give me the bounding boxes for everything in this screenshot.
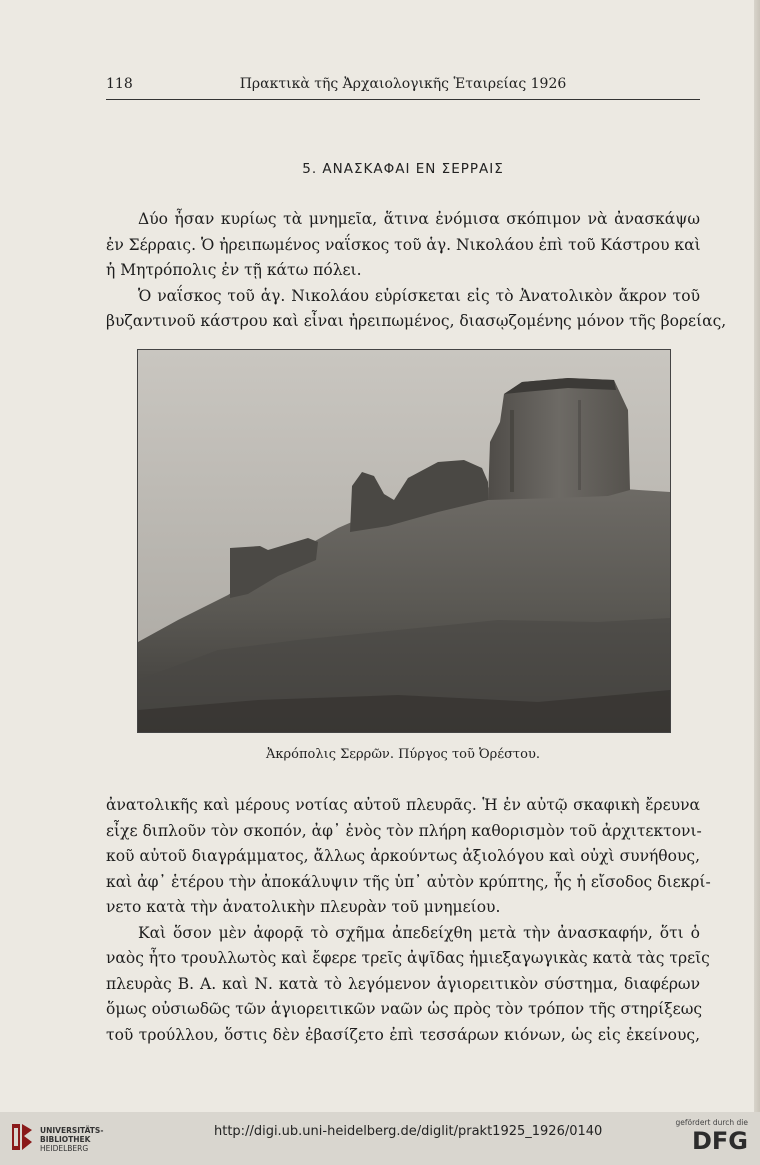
figure-caption: Ἀκρόπολις Σερρῶν. Πύργος τοῦ Ὀρέστου. (266, 747, 540, 762)
text-line: ἐν Σέρραις. Ὁ ἠρειπωμένος ναΐσκος τοῦ ἁγ. Νικολάου ἐπὶ τοῦ Κάστρου καὶ (106, 235, 701, 254)
text-line: ναὸς ἦτο τρουλλωτὸς καὶ ἔφερε τρεῖς ἀψῖδας ἡμιεξαγωγικὰς κατὰ τὰς τρεῖς (106, 949, 710, 967)
text-line: τοῦ τρούλλου, ὅστις δὲν ἐβασίζετο ἐπὶ τεσσάρων κιόνων, ὡς εἰς ἐκείνους, (106, 1025, 700, 1044)
text-line: Καὶ ὅσον μὲν ἀφορᾷ τὸ σχῆμα ἀπεδείχθη μετὰ τὴν ἀνασκαφήν, ὅτι ὁ (138, 923, 700, 942)
header-rule (106, 99, 700, 100)
page-number: 118 (106, 76, 133, 92)
text-line: Ὁ ναΐσκος τοῦ ἁγ. Νικολάου εὑρίσκεται εἰς τὸ Ἀνατολικὸν ἄκρον τοῦ (138, 286, 700, 305)
text-line: ὅμως οὐσιωδῶς τῶν ἁγιορειτικῶν ναῶν ὡς πρὸς τὸν τρόπον τῆς στηρίξεως (106, 1000, 703, 1018)
photo-illustration (138, 350, 670, 732)
text-line: βυζαντινοῦ κάστρου καὶ εἶναι ἠρειπωμένος, διασῳζομένης μόνον τῆς βορείας, (106, 312, 727, 330)
paragraph-2 (106, 793, 711, 1048)
text-line: ἀνατολικῆς καὶ μέρους νοτίας αὐτοῦ πλευρᾶς. Ἡ ἐν αὐτῷ σκαφικὴ ἔρευνα (106, 796, 700, 814)
text-line: ἡ Μητρόπολις ἐν τῇ κάτω πόλει. (106, 261, 362, 279)
running-title: Πρακτικὰ τῆς Ἀρχαιολογικῆς Ἑταιρείας 1926 (239, 76, 567, 92)
text-line: νετο κατὰ τὴν ἀνατολικὴν πλευρὰν τοῦ μνημείου. (106, 898, 501, 916)
text-line: Δύο ἦσαν κυρίως τὰ μνημεῖα, ἅτινα ἐνόμισα σκόπιμον νὰ ἀνασκάψω (138, 210, 700, 228)
library-name: UNIVERSITÄTS- BIBLIOTHEK HEIDELBERG (40, 1126, 104, 1153)
permalink-url[interactable]: http://digi.ub.uni-heidelberg.de/diglit/prakt1925_1926/0140 (214, 1124, 603, 1139)
viewer-footer (0, 1112, 760, 1165)
page-edge-shadow (754, 0, 760, 1112)
text-line: καὶ ἀφ᾽ ἑτέρου τὴν ἀποκάλυψιν τῆς ὑπ᾽ αὐτὸν κρύπτης, ἧς ἡ εἴσοδος διεκρί- (106, 872, 711, 891)
section-title: 5. ΑΝΑΣΚΑΦΑΙ ΕΝ ΣΕΡΡΑΙΣ (302, 161, 504, 177)
university-library-logo[interactable] (10, 1120, 120, 1156)
library-crest-icon (10, 1122, 34, 1152)
dfg-wordmark: DFG (691, 1127, 748, 1155)
text-line: κοῦ αὐτοῦ διαγράμματος, ἄλλως ἀρκούντως ἀξιολόγου καὶ οὐχὶ συνήθους, (106, 847, 700, 865)
text-line: πλευρὰς Β. Α. καὶ Ν. κατὰ τὸ λεγόμενον ἁγιορειτικὸν σύστημα, διαφέρων (106, 974, 700, 993)
paragraph-1 (106, 207, 727, 335)
running-head (106, 76, 700, 98)
funder-note: gefördert durch die (675, 1118, 748, 1127)
photo-acropolis-tower (137, 349, 671, 733)
text-line: εἶχε διπλοῦν τὸν σκοπόν, ἀφ᾽ ἑνὸς τὸν πλήρη καθορισμὸν τοῦ ἀρχιτεκτονι- (106, 821, 702, 840)
dfg-logo[interactable] (668, 1118, 748, 1162)
